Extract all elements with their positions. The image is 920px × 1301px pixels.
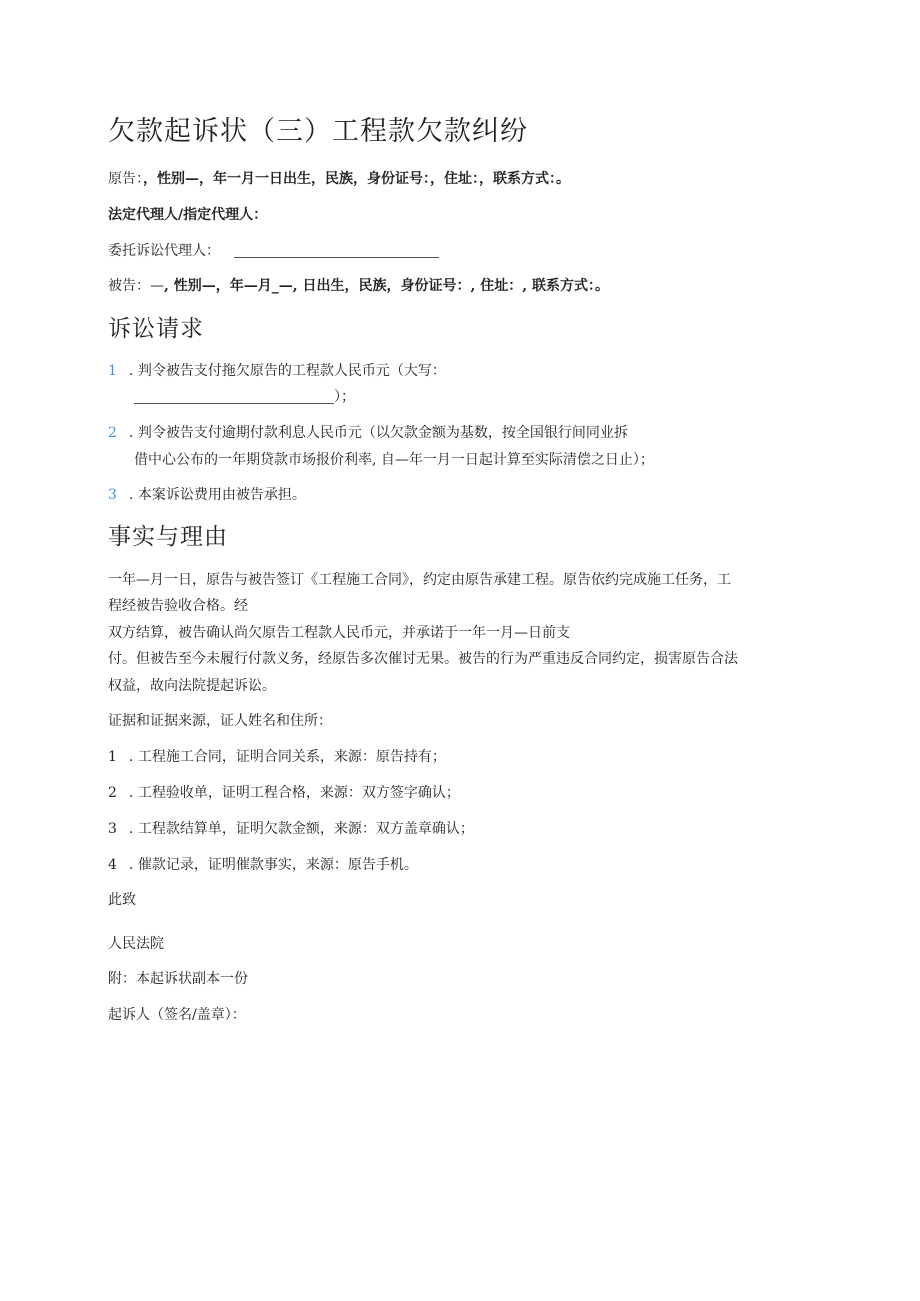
- facts-line-1: 一年—月一日，原告与被告签订《工程施工合同》，约定由原告承建工程。原告依约完成施工任务，工: [108, 572, 731, 588]
- evidence-text: . 工程款结算单，证明欠款金额，来源：双方盖章确认；: [128, 821, 474, 837]
- claims-heading: 诉讼请求: [108, 316, 204, 342]
- plaintiff-label: 原告：: [108, 171, 143, 187]
- agent-label: 委托诉讼代理人：: [108, 243, 220, 259]
- evidence-item-3: [108, 819, 474, 839]
- agent-blank-underline: [234, 245, 439, 258]
- claim-text: . 判令被告支付拖欠原告的工程款人民币元（大写：: [128, 363, 446, 379]
- claim-number: 1: [108, 363, 117, 379]
- claim-text-end: ）；: [334, 389, 355, 405]
- evidence-number: 3: [108, 821, 117, 837]
- claim-number: 2: [108, 425, 117, 441]
- defendant-details: , 性别—，年—月_—, 日出生，民族，身份证号：, 住址：, 联系方式：。: [164, 278, 609, 294]
- plaintiff-details: ，性别—，年一月一日出生，民族，身份证号：，住址：，联系方式：。: [143, 171, 570, 187]
- defendant-line: [108, 276, 609, 296]
- evidence-item-1: [108, 747, 446, 767]
- facts-heading: 事实与理由: [108, 524, 228, 550]
- facts-line-2: 程经被告验收合格。经: [108, 598, 248, 614]
- evidence-number: 1: [108, 749, 117, 765]
- evidence-text: . 工程验收单，证明工程合格，来源：双方签字确认；: [128, 785, 460, 801]
- claim-item-3: [108, 485, 306, 505]
- legal-representative-line: 法定代理人/指定代理人：: [108, 207, 268, 223]
- defendant-label: 被告：: [108, 278, 150, 294]
- claim-text: . 判令被告支付逾期付款利息人民币元（以欠款金额为基数，按全国银行间同业拆: [128, 425, 628, 441]
- evidence-number: 4: [108, 857, 117, 873]
- agent-line: [108, 241, 439, 261]
- facts-line-5: 权益，故向法院提起诉讼。: [108, 678, 276, 694]
- claim-item-1: [108, 361, 446, 381]
- claim-item-2: [108, 423, 628, 443]
- claim-number: 3: [108, 487, 117, 503]
- claim-item-1-continuation: [134, 387, 355, 407]
- claim-item-2-continuation: 借中心公布的一年期贷款市场报价利率, 自—年一月一日起计算至实际清偿之日止）；: [134, 452, 654, 468]
- court-name: 人民法院: [108, 936, 164, 952]
- plaintiff-line: [108, 169, 570, 189]
- facts-line-3: 双方结算，被告确认尚欠原告工程款人民币元，并承诺于一年一月—日前支: [108, 625, 570, 641]
- facts-line-4: 付。但被告至今未履行付款义务，经原告多次催讨无果。被告的行为严重违反合同约定，损害原告合法: [108, 651, 738, 667]
- evidence-text: . 催款记录，证明催款事实，来源：原告手机。: [128, 857, 418, 873]
- signature-line: 起诉人（签名/盖章）：: [108, 1007, 246, 1023]
- attachment-note: 附：本起诉状副本一份: [108, 971, 248, 987]
- claim-amount-blank-underline: [134, 391, 334, 404]
- evidence-heading: 证据和证据来源，证人姓名和住所：: [108, 713, 332, 729]
- claim-text: . 本案诉讼费用由被告承担。: [128, 487, 306, 503]
- evidence-item-2: [108, 783, 460, 803]
- evidence-number: 2: [108, 785, 117, 801]
- closing-salutation: 此致: [108, 892, 136, 908]
- document-title: 欠款起诉状（三）工程款欠款纠纷: [108, 116, 528, 147]
- evidence-item-4: [108, 855, 418, 875]
- evidence-text: . 工程施工合同，证明合同关系，来源：原告持有；: [128, 749, 446, 765]
- defendant-dash: —: [150, 278, 164, 294]
